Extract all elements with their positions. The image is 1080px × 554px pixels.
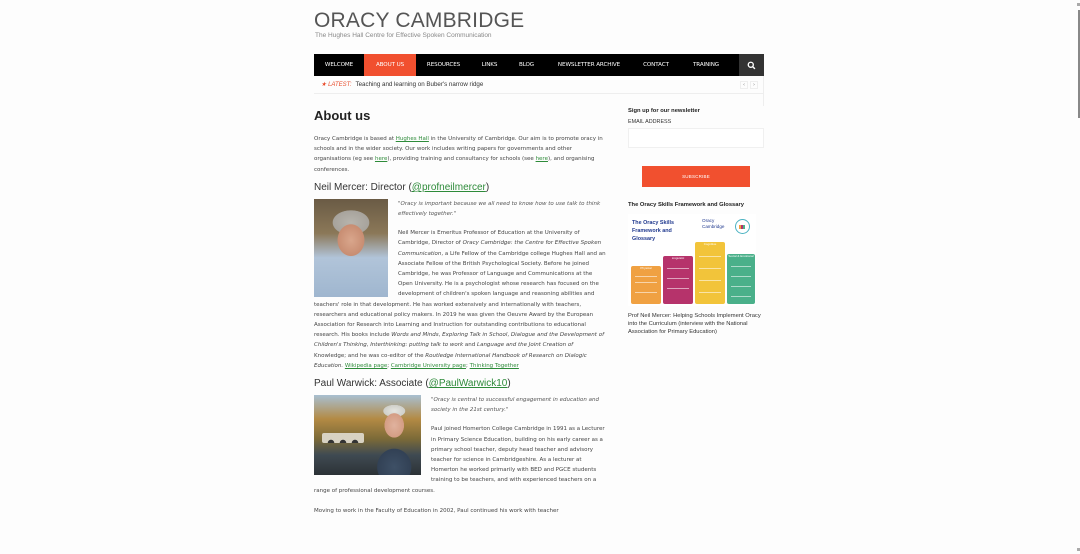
subscribe-button[interactable]: SUBSCRIBE [642, 166, 750, 187]
oracy-logo-icon [735, 219, 750, 234]
search-button[interactable] [739, 54, 764, 76]
star-icon: ★ [321, 82, 327, 88]
framework-block-cognitive: Cognitive [695, 242, 725, 304]
ticker-controls [740, 81, 758, 89]
framework-block-social-emotional: Social & Emotional [727, 254, 755, 304]
site-tagline: The Hughes Hall Centre for Effective Spoken Communication [315, 32, 492, 39]
search-icon [747, 61, 756, 70]
chevron-left-icon[interactable]: ‹ [740, 81, 748, 89]
ticker-headline-link[interactable]: Teaching and learning on Buber's narrow ridge [355, 81, 484, 88]
site-title[interactable]: ORACY CAMBRIDGE [314, 9, 525, 32]
thinking-together-link[interactable]: Thinking Together [469, 362, 519, 369]
main-nav [314, 54, 764, 76]
person-quote: "Oracy is central to successful engagement in education and society in the 21st century." [431, 397, 599, 414]
neil-mercer-photo [314, 199, 388, 297]
email-label: EMAIL ADDRESS [628, 119, 672, 125]
nav-item-contact[interactable]: CONTACT [643, 62, 669, 68]
person-heading: Neil Mercer: Director (@profneilmercer) [314, 181, 490, 193]
nav-item-newsletter-archive[interactable]: NEWSLETTER ARCHIVE [557, 62, 621, 68]
chevron-right-icon[interactable]: › [750, 81, 758, 89]
paul-warwick-photo [314, 395, 421, 475]
framework-block-physical: Physical [631, 266, 661, 304]
oracy-framework-image[interactable] [628, 214, 756, 306]
nav-item-training[interactable]: TRAINING [692, 62, 720, 68]
nav-item-about-us[interactable]: ABOUT US [364, 54, 416, 76]
main-content [314, 108, 606, 522]
cambridge-university-link[interactable]: Cambridge University page [390, 362, 467, 369]
training-here-link[interactable]: here [535, 156, 548, 163]
twitter-handle-link[interactable]: @profneilmercer [411, 181, 486, 193]
bridge-graphic [322, 433, 364, 443]
intro-paragraph: Oracy Cambridge is based at Hughes Hall in the University of Cambridge. Our aim is to promote oracy in schools and in the wider society. Our work includes writing papers for governments and other organisations (eg see here), providing training and consultancy for schools (see here), and organising conferences. [314, 136, 603, 173]
twitter-handle-link[interactable]: @PaulWarwick10 [428, 378, 508, 390]
person-bio: Neil Mercer is Emeritus Professor of Education at the University of Cambridge, Director of Oracy Cambridge: the Centre for Effective Spoken Communication, a Life Fellow of the Cambridge college Hughes Hall and an Associate Fellow of the British Psychological Society. Before he joined Cambridge, he was Professor of Language and Communications at the Open University. He is a psychologist whose research has focused on the development of children's spoken language and reasoning abilities and teachers' role in that development. He has worked extensively and internationally with teachers, researchers and educational policy makers. In 2019 he was given the Oeuvre Award by the European Association for Research into Learning and Instruction for outstanding contributions to educational research. His books include Words and Minds, Exploring Talk in School, Dialogue and the Development of Children's Thinking, Interthinking: putting talk to work and Language and the Joint Creation of Knowledge; and he was co-editor of the Routledge International Handbook of Research on Dialogic Education. Wikipedia page; Cambridge University page; Thinking Together [314, 230, 606, 369]
nav-item-resources[interactable]: RESOURCES [426, 62, 461, 68]
interview-link[interactable]: Prof Neil Mercer: Helping Schools Implement Oracy into the Curriculum (interview with the National Association for Primary Education) [628, 313, 761, 336]
framework-image-title: The Oracy Skills Framework and Glossary [632, 220, 674, 242]
newsletter-heading: Sign up for our newsletter [628, 108, 700, 114]
ticker-label: ★ LATEST: [321, 82, 352, 88]
person-bio: Paul joined Homerton College Cambridge in 1991 as a Lecturer in Primary Science Education, building on his early career as a primary school teacher, deputy head teacher and advisory teacher for science in Cambridgeshire. As a lecturer at Homerton he worked primarily with BED and PGCE students training to be teachers, and with experienced teachers on a range of professional development courses. [314, 426, 605, 494]
nav-item-welcome[interactable]: WELCOME [324, 62, 354, 68]
person-bio-continued: Moving to work in the Faculty of Education in 2002, Paul continued his work with teacher [314, 507, 559, 514]
divider [763, 76, 764, 106]
person-neil-mercer [314, 181, 606, 371]
page-title: About us [314, 108, 371, 123]
latest-ticker [314, 76, 764, 94]
framework-heading: The Oracy Skills Framework and Glossary [628, 202, 744, 208]
wikipedia-link[interactable]: Wikipedia page [344, 362, 388, 369]
nav-item-blog[interactable]: BLOG [518, 62, 535, 68]
framework-image-brand: Oracy Cambridge [702, 218, 725, 229]
framework-block-linguistic: Linguistic [663, 256, 693, 304]
person-heading: Paul Warwick: Associate (@PaulWarwick10) [314, 378, 511, 390]
email-input[interactable] [628, 128, 764, 148]
nav-item-links[interactable]: LINKS [481, 62, 498, 68]
papers-here-link[interactable]: here [374, 156, 388, 163]
person-quote: "Oracy is important because we all need to know how to use talk to think effectively together." [398, 200, 601, 218]
person-paul-warwick [314, 377, 606, 516]
sidebar [628, 108, 764, 337]
hughes-hall-link[interactable]: Hughes Hall [395, 136, 429, 142]
